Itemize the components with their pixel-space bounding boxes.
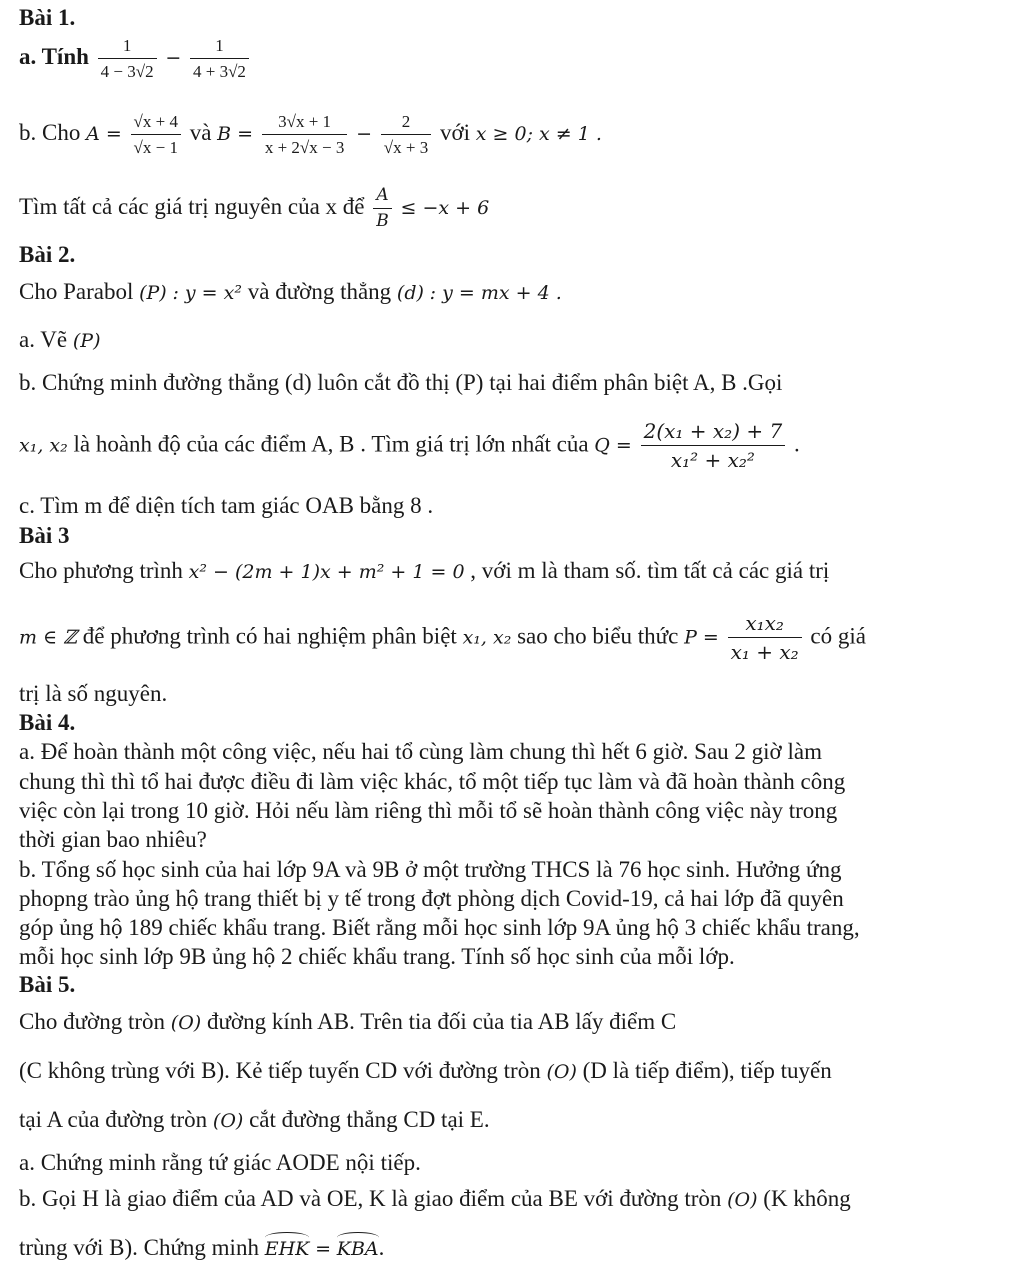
angle-period: . bbox=[378, 1235, 385, 1260]
problem-3-text-2: , với m là tham số. tìm tất cả các giá trị bbox=[470, 558, 830, 583]
A-over-B-num: A bbox=[373, 186, 392, 209]
problem-3-title: Bài 3 bbox=[19, 523, 70, 548]
A-numerator: √x + 4 bbox=[131, 112, 181, 135]
with-word: với bbox=[439, 119, 471, 145]
problem-2b-text: là hoành độ của các điểm A, B . Tìm giá trị lớn nhất của bbox=[73, 431, 589, 457]
problem-3-text-1: Cho phương trình bbox=[19, 558, 183, 583]
B-fraction-2 bbox=[381, 112, 431, 157]
Q-equals: Q = bbox=[594, 434, 632, 457]
problem-4b-line-3: góp ủng hộ 189 chiếc khẩu trang. Biết rằng mỗi học sinh lớp 9A ủng hộ 3 chiếc khẩu trang, bbox=[19, 915, 860, 940]
find-text: Tìm tất cả các giá trị nguyên của x để bbox=[19, 193, 365, 219]
fraction-2 bbox=[190, 36, 249, 81]
problem-3-text-5: có giá bbox=[810, 623, 866, 649]
B-minus: − bbox=[356, 122, 373, 145]
P-fraction bbox=[728, 612, 802, 664]
B-numerator-2: 2 bbox=[381, 112, 431, 135]
problem-1b-find-line bbox=[19, 186, 489, 231]
problem-1-title: Bài 1. bbox=[19, 5, 76, 30]
problem-2b-line-2 bbox=[19, 420, 800, 472]
problem-5-line-1 bbox=[19, 1008, 676, 1036]
line-equation: : y = mx + 4 . bbox=[429, 282, 562, 304]
problem-2a-text: a. Vẽ bbox=[19, 327, 68, 352]
quadratic-equation: x² − (2m + 1)x + m² + 1 = 0 bbox=[188, 561, 465, 583]
minus-sign: − bbox=[165, 46, 182, 69]
condition: x ≥ 0; x ≠ 1 . bbox=[475, 122, 602, 145]
problem-5-text-2: đường kính AB. Trên tia đối của tia AB lấy điểm C bbox=[206, 1009, 677, 1034]
angle-KBA: KBA bbox=[336, 1238, 379, 1260]
intro-text-1: Cho Parabol bbox=[19, 279, 134, 304]
B-equals: B = bbox=[217, 122, 254, 145]
problem-3-text-4: sao cho biểu thức bbox=[517, 623, 679, 649]
m-in-Z: m ∈ ℤ bbox=[19, 626, 78, 649]
problem-5-text-3: (C không trùng với B). Kẻ tiếp tuyến CD với đường tròn bbox=[19, 1058, 541, 1083]
A-over-B-den: B bbox=[376, 210, 389, 231]
parabola-equation: : y = x² bbox=[172, 282, 242, 304]
circle-O-4: (O) bbox=[727, 1189, 758, 1211]
B-fraction-1 bbox=[262, 112, 348, 157]
B-denominator-2: √x + 3 bbox=[383, 137, 429, 157]
roots-x1-x2: x₁, x₂ bbox=[19, 434, 68, 457]
problem-4a-line-2: chung thì thì tổ hai được điều đi làm việc khác, tổ một tiếp tục làm và đã hoàn thành công bbox=[19, 769, 846, 794]
problem-3-line-1 bbox=[19, 557, 829, 585]
fraction-1-den: 4 − 3√2 bbox=[100, 61, 154, 81]
A-fraction bbox=[131, 112, 181, 157]
problem-5a: a. Chứng minh rằng tứ giác AODE nội tiếp. bbox=[19, 1150, 421, 1175]
P-denominator: x₁ + x₂ bbox=[730, 640, 799, 664]
problem-5-text-6: cắt đường thẳng CD tại E. bbox=[249, 1107, 490, 1132]
fraction-2-num: 1 bbox=[190, 36, 249, 59]
problem-1b-label: b. Cho bbox=[19, 119, 81, 145]
problem-1a-line bbox=[19, 36, 252, 81]
problem-5-title: Bài 5. bbox=[19, 972, 76, 997]
A-equals: A = bbox=[86, 122, 122, 145]
problem-5b-line-1 bbox=[19, 1185, 851, 1213]
fraction-1 bbox=[98, 36, 157, 81]
problem-5-text-7: b. Gọi H là giao điểm của AD và OE, K là giao điểm của BE với đường tròn bbox=[19, 1186, 722, 1211]
problem-5-text-4: (D là tiếp điểm), tiếp tuyến bbox=[582, 1058, 832, 1083]
angle-equals: = bbox=[315, 1238, 332, 1260]
problem-2b-line-1: b. Chứng minh đường thẳng (d) luôn cắt đồ thị (P) tại hai điểm phân biệt A, B .Gọi bbox=[19, 370, 783, 395]
problem-5b-line-2 bbox=[19, 1234, 384, 1262]
problem-4-title: Bài 4. bbox=[19, 710, 76, 735]
problem-4a-line-4: thời gian bao nhiêu? bbox=[19, 827, 207, 852]
problem-5-text-5: tại A của đường tròn bbox=[19, 1107, 208, 1132]
parabola-label: (P) bbox=[139, 282, 167, 304]
problem-2-intro bbox=[19, 278, 562, 306]
line-label: (d) bbox=[396, 282, 424, 304]
Q-denominator: x₁² + x₂² bbox=[670, 448, 755, 472]
problem-5-text-8: (K không bbox=[763, 1186, 851, 1211]
angle-EHK: EHK bbox=[264, 1238, 310, 1260]
problem-4a-line-1: a. Để hoàn thành một công việc, nếu hai tổ cùng làm chung thì hết 6 giờ. Sau 2 giờ làm bbox=[19, 739, 822, 764]
problem-3-line-3: trị là số nguyên. bbox=[19, 681, 168, 706]
problem-5-text-1: Cho đường tròn bbox=[19, 1009, 166, 1034]
problem-3-line-2 bbox=[19, 612, 866, 664]
circle-O-1: (O) bbox=[170, 1012, 202, 1034]
B-denominator-1: x + 2√x − 3 bbox=[264, 137, 345, 157]
problem-1b-line bbox=[19, 112, 602, 157]
problem-2a-parabola: (P) bbox=[72, 330, 101, 352]
and-word: và bbox=[189, 119, 212, 145]
problem-5-text-9: trùng với B). Chứng minh bbox=[19, 1235, 259, 1260]
problem-4a-line-3: việc còn lại trong 10 giờ. Hỏi nếu làm riêng thì mỗi tổ sẽ hoàn thành công việc này trong bbox=[19, 798, 838, 823]
problem-2c: c. Tìm m để diện tích tam giác OAB bằng 8 . bbox=[19, 493, 434, 518]
intro-text-2: và đường thẳng bbox=[247, 279, 392, 304]
A-over-B-fraction bbox=[373, 186, 392, 231]
problem-4b-line-4: mỗi học sinh lớp 9B ủng hộ 2 chiếc khẩu trang. Tính số học sinh của mỗi lớp. bbox=[19, 944, 735, 969]
P-numerator: x₁x₂ bbox=[728, 612, 802, 638]
circle-O-2: (O) bbox=[546, 1061, 577, 1083]
A-denominator: √x − 1 bbox=[133, 137, 178, 157]
problem-5-line-2 bbox=[19, 1057, 832, 1085]
problem-2a bbox=[19, 326, 100, 354]
circle-O-3: (O) bbox=[212, 1110, 244, 1132]
P-equals: P = bbox=[684, 626, 719, 649]
problem-4b-line-2: phopng trào ủng hộ trang thiết bị y tế trong đợt phòng dịch Covid-19, cả hai lớp đã quyên bbox=[19, 886, 844, 911]
problem-1a-label: a. Tính bbox=[19, 43, 89, 69]
fraction-1-num: 1 bbox=[98, 36, 157, 59]
roots-vars: x₁, x₂ bbox=[462, 626, 512, 649]
problem-4b-line-1: b. Tổng số học sinh của hai lớp 9A và 9B ở một trường THCS là 76 học sinh. Hưởng ứng bbox=[19, 857, 842, 882]
fraction-2-den: 4 + 3√2 bbox=[193, 61, 246, 81]
problem-2-title: Bài 2. bbox=[19, 242, 76, 267]
Q-fraction bbox=[641, 420, 786, 472]
inequality-rhs: ≤ −x + 6 bbox=[400, 196, 490, 219]
problem-3-text-3: để phương trình có hai nghiệm phân biệt bbox=[82, 623, 457, 649]
problem-5-line-3 bbox=[19, 1106, 490, 1134]
Q-numerator: 2(x₁ + x₂) + 7 bbox=[641, 420, 786, 446]
B-numerator-1: 3√x + 1 bbox=[262, 112, 348, 135]
Q-period: . bbox=[793, 431, 800, 457]
